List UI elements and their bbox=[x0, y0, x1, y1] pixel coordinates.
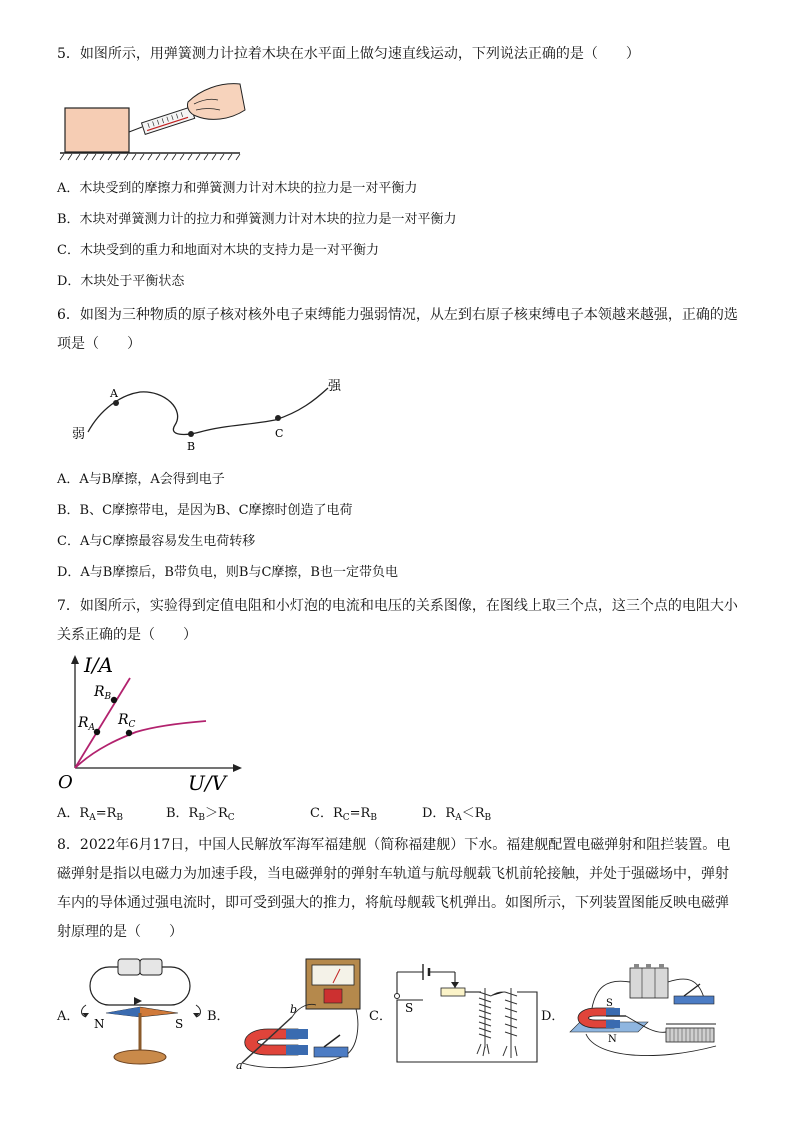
x-axis-label: U/V bbox=[188, 771, 227, 795]
q7-option-c: C．$R_C=R_B$ bbox=[310, 806, 377, 823]
q8-figure-c-electromagnets bbox=[393, 958, 541, 1068]
q6-option-b: B．B、C摩擦带电，是因为B、C摩擦时创造了电荷 bbox=[57, 503, 353, 518]
q5-option-d: D．木块处于平衡状态 bbox=[57, 274, 185, 289]
point-rc bbox=[126, 730, 132, 736]
q8-option-c-label: C． bbox=[369, 1009, 392, 1024]
q8-line1: 8．2022年6月17日，中国人民解放军海军福建舰（简称福建舰）下水。福建舰配置电磁弹射和阻拦装置。电 bbox=[57, 837, 731, 853]
q5-figure-block-spring-scale bbox=[60, 80, 245, 162]
motor-n-label: N bbox=[608, 1034, 617, 1045]
q8-figure-a-oersted bbox=[72, 955, 207, 1070]
q6-figure-curve bbox=[60, 370, 350, 453]
q7-option-a: A．$R_A=R_B$ bbox=[57, 806, 123, 823]
q5-option-a: A．木块受到的摩擦力和弹簧测力计对木块的拉力是一对平衡力 bbox=[57, 181, 418, 196]
q8-line2: 磁弹射是指以电磁力为加速手段，当电磁弹射的弹射车轨道与航母舰载飞机前轮接触，并处于强磁场中，弹射 bbox=[57, 866, 729, 882]
q7-option-b: B．$R_B>R_C$ bbox=[166, 806, 235, 823]
q5-option-b: B．木块对弹簧测力计的拉力和弹簧测力计对木块的拉力是一对平衡力 bbox=[57, 212, 457, 227]
q6-stem-line2: 项是（ ） bbox=[57, 336, 141, 352]
label-c: C bbox=[275, 427, 284, 440]
q8-option-a-label: A． bbox=[57, 1009, 80, 1024]
label-a: A bbox=[110, 387, 118, 400]
label-rc: $R_C$ bbox=[118, 712, 136, 730]
label-ra: $R_A$ bbox=[78, 715, 96, 733]
q7-option-d: D．$R_A<R_B$ bbox=[422, 806, 492, 823]
q8-line4: 射原理的是（ ） bbox=[57, 924, 183, 940]
q6-option-a: A．A与B摩擦，A会得到电子 bbox=[57, 472, 225, 487]
q8-line3: 车内的导体通过强电流时，即可受到强大的推力，将航母舰载飞机弹出。如图所示，下列装置图能反映电磁弹 bbox=[57, 895, 729, 911]
compass-s-label: S bbox=[175, 1017, 184, 1031]
q7-stem-line1: 7．如图所示，实验得到定值电阻和小灯泡的电流和电压的关系图像，在图线上取三个点，这三个点的电阻大小 bbox=[57, 598, 738, 614]
q7-stem-line2: 关系正确的是（ ） bbox=[57, 627, 197, 643]
wire-b-label: b bbox=[290, 1003, 298, 1016]
point-c bbox=[275, 415, 281, 421]
q8-figure-b-galvanometer bbox=[228, 955, 368, 1070]
point-b bbox=[188, 431, 194, 437]
q6-stem-line1: 6．如图为三种物质的原子核对核外电子束缚能力强弱情况，从左到右原子核束缚电子本领越来越强，正确的选 bbox=[57, 307, 738, 323]
q8-option-b-label: B． bbox=[207, 1009, 230, 1024]
q5-stem: 5．如图所示，用弹簧测力计拉着木块在水平面上做匀速直线运动，下列说法正确的是（ ） bbox=[57, 46, 640, 62]
y-axis-label: I/A bbox=[84, 653, 114, 677]
label-b: B bbox=[187, 440, 196, 453]
motor-s-label: S bbox=[606, 998, 613, 1009]
weak-label: 弱 bbox=[72, 427, 86, 442]
q6-option-d: D．A与B摩擦后，B带负电，则B与C摩擦，B也一定带负电 bbox=[57, 565, 398, 580]
q5-option-c: C．木块受到的重力和地面对木块的支持力是一对平衡力 bbox=[57, 243, 379, 258]
q7-figure-iu-graph bbox=[56, 650, 246, 798]
q8-option-d-label: D． bbox=[541, 1009, 565, 1024]
q6-option-c: C．A与C摩擦最容易发生电荷转移 bbox=[57, 534, 256, 549]
strong-label: 强 bbox=[328, 379, 342, 394]
switch-s-label: S bbox=[405, 1001, 414, 1015]
label-rb: $R_B$ bbox=[94, 684, 112, 702]
origin-label: O bbox=[58, 772, 73, 793]
wire-a-label: a bbox=[236, 1059, 243, 1072]
q8-figure-d-motor bbox=[566, 958, 728, 1068]
compass-n-label: N bbox=[94, 1017, 105, 1031]
point-rb bbox=[111, 697, 117, 703]
point-a bbox=[113, 400, 119, 406]
